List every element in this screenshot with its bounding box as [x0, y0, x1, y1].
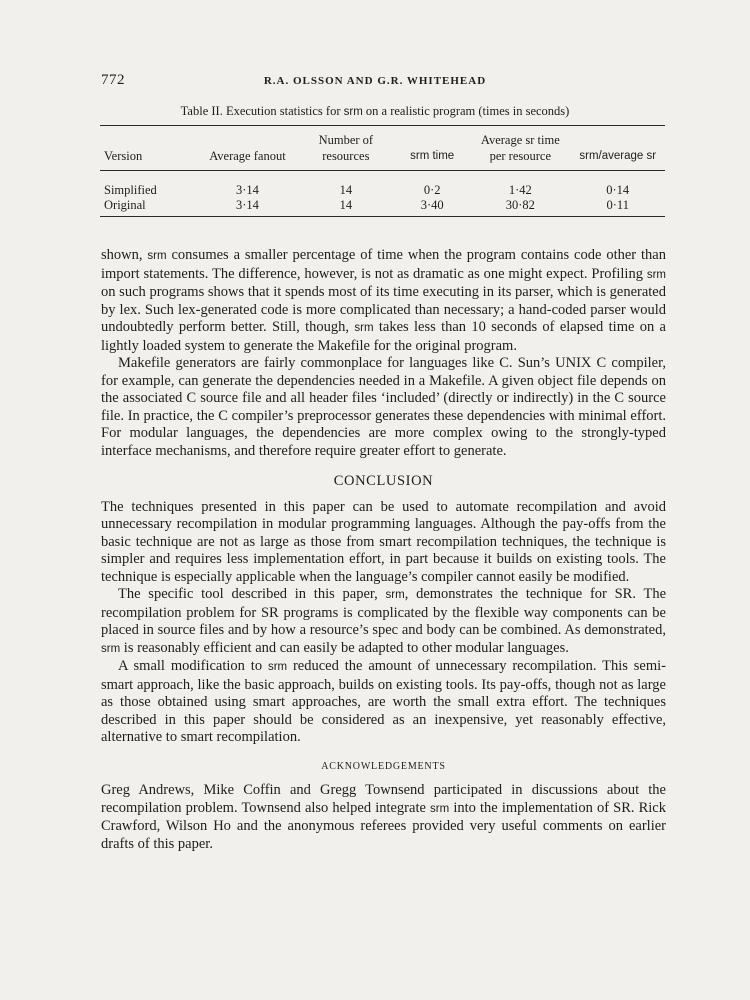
- cell-ratio: 0·14: [606, 183, 630, 197]
- srm-term: srm: [147, 250, 167, 262]
- header-number-of-resources: [298, 126, 395, 171]
- paragraph-conclusion: The techniques presented in this paper can be used to automate recompilation and avoid unnecessary recompilation in modular programming languages. Although the pay-offs from the basic technique are not as large as those from smart recompilation techniques, the technique is simpler and requires less implementation effort, in part because it builds on existing tools. The technique is especially applicable when the language’s compiler cannot easily be modified.: [101, 498, 666, 585]
- srm-term: srm: [430, 802, 450, 815]
- page-number: 772: [101, 72, 125, 88]
- header-srm-time: srm time: [410, 150, 455, 162]
- paragraph-srm-performance: [101, 247, 666, 355]
- srm-term: srm: [267, 661, 288, 673]
- cell-avg-sr: 30·82: [505, 198, 535, 212]
- cell-resources: 14: [339, 183, 353, 197]
- table-row: [100, 198, 665, 217]
- table-row: [100, 171, 665, 199]
- cell-avg-sr: 1·42: [508, 183, 532, 197]
- table-header-row: [100, 126, 665, 171]
- text-run: A small modification to: [118, 658, 268, 674]
- paragraph-acknowledgements: [101, 782, 666, 853]
- text-run: takes less than 10 seconds of elapsed time on a lightly loaded system to generate the Makefile for the original program.: [101, 319, 666, 354]
- caption-text-end: on a realistic program (times in seconds): [362, 104, 570, 118]
- cell-version: Original: [104, 198, 146, 212]
- paragraph-specific-tool: [101, 586, 666, 658]
- table-caption: [0, 104, 750, 119]
- header-avg-line1: Average sr time: [480, 133, 560, 147]
- paragraph-modification: [101, 658, 666, 747]
- body-text: [101, 247, 666, 853]
- paragraph-makefile-generators: Makefile generators are fairly commonplace for languages like C. Sun’s UNIX C compiler, for example, can generate the dependencies needed in a Makefile. A given object file depends on the associated C source file and all header files ‘included’ (directly or indirectly) in the C source file. In practice, the C compiler’s preprocessor generates these dependencies with minimal effort. For modular languages, the dependencies are more complex owing to the strongly-typed interface mechanisms, and therefore require greater effort to generate.: [101, 355, 666, 459]
- cell-version: Simplified: [104, 183, 157, 197]
- text-run: The specific tool described in this paper,: [118, 586, 386, 602]
- cell-srm-time: 3·40: [420, 198, 444, 212]
- text-run: Greg Andrews, Mike Coffin and Gregg Townsend participated in discussions about the recompilation problem. Townsend also helped integrate: [101, 782, 666, 816]
- srm-term: srm: [354, 322, 374, 334]
- text-run: reduced the amount of unnecessary recompilation. This semi-smart approach, like the basic approach, builds on existing tools. Its pay-offs, though not as large as those obtained using smart approaches, are worth the small extra effort. The techniques described in this paper should be considered as an inexpensive, yet reasonably effective, alternative to smart recompilation.: [101, 658, 666, 745]
- running-head: R.A. OLSSON AND G.R. WHITEHEAD: [263, 75, 487, 87]
- header-average-sr-time: [470, 126, 570, 171]
- text-run: is reasonably efficient and can easily be adapted to other modular languages.: [120, 639, 569, 656]
- header-avg-line2: per resource: [489, 149, 552, 163]
- cell-fanout: 3·14: [235, 198, 259, 212]
- header-version: Version: [104, 149, 143, 163]
- header-average-fanout: Average fanout: [209, 149, 286, 163]
- caption-text: Table II. Execution statistics for: [180, 104, 344, 118]
- text-run: , demonstrates the technique for SR. The recompilation problem for SR programs is complicated by the flexible way components can be placed in source files and by how a resource’s spec and body can be combined. As demonstrated,: [101, 586, 667, 638]
- srm-term: srm: [101, 642, 121, 655]
- text-run: on such programs shows that it spends most of its time executing in its parser, which is generated by lex. Such lex-generated code is more complicated than necessary; a hand-coded parser would undoubtedly perform better. Still, though,: [101, 284, 666, 335]
- header-resources-line2: resources: [322, 149, 370, 163]
- text-run: shown,: [101, 247, 148, 263]
- header-ratio: srm/average sr: [579, 150, 657, 162]
- execution-statistics-table: [100, 125, 665, 217]
- cell-fanout: 3·14: [235, 183, 259, 197]
- acknowledgements-heading: ACKNOWLEDGEMENTS: [321, 760, 446, 772]
- srm-term: srm: [646, 268, 666, 281]
- text-run: consumes a smaller percentage of time when the program contains code other than import statements. The difference, however, is not as dramatic as one might expect. Profiling: [101, 247, 666, 282]
- srm-term: srm: [385, 589, 405, 601]
- header-resources-line1: Number of: [318, 133, 374, 147]
- conclusion-heading: CONCLUSION: [333, 473, 434, 489]
- cell-resources: 14: [339, 198, 353, 212]
- text-run: into the implementation of SR. Rick Crawford, Wilson Ho and the anonymous referees provided very useful comments on earlier drafts of this paper.: [101, 799, 666, 852]
- caption-srm: srm: [343, 106, 363, 118]
- cell-ratio: 0·11: [606, 198, 629, 212]
- cell-srm-time: 0·2: [423, 183, 441, 197]
